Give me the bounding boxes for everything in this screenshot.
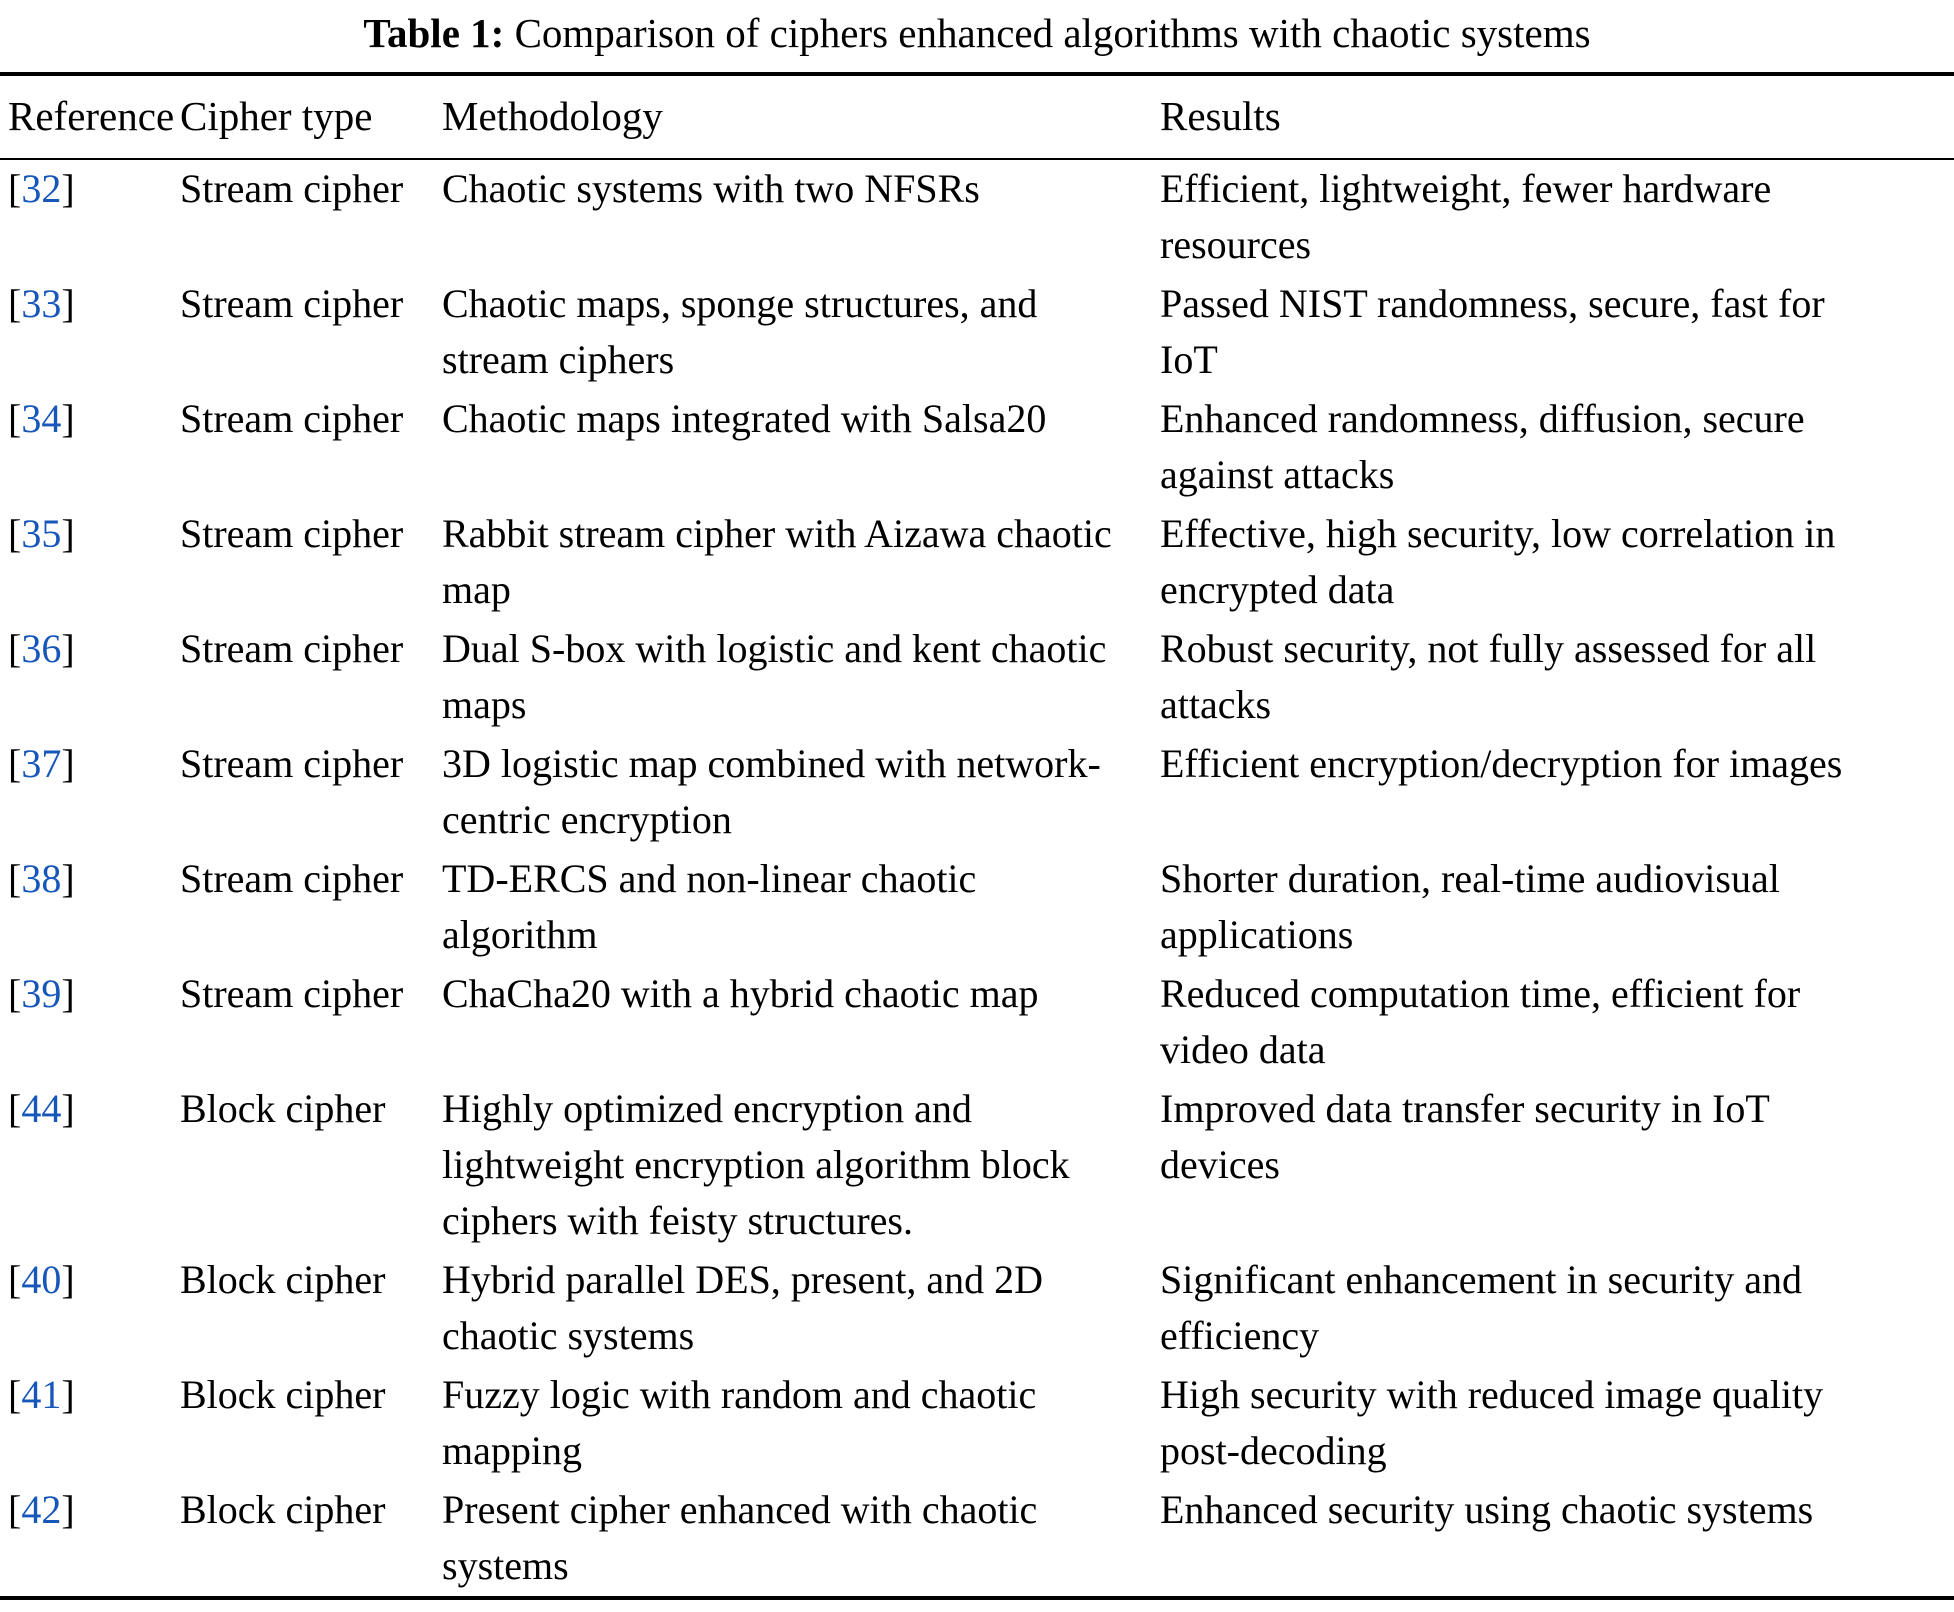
cell-reference <box>0 506 178 562</box>
cell-methodology: Highly optimized encryption and lightweight encryption algorithm block ciphers with feisty structures. <box>442 1086 1070 1243</box>
cell-results: Improved data transfer security in IoT devices <box>1160 1086 1770 1187</box>
table-row <box>0 1366 1954 1481</box>
cell-results: Efficient, lightweight, fewer hardware resources <box>1160 166 1772 267</box>
bracket-open: [ <box>8 1086 22 1131</box>
table-row <box>0 1251 1954 1366</box>
citation-link[interactable]: 32 <box>21 166 62 211</box>
citation-link[interactable]: 41 <box>21 1372 62 1417</box>
header-cell-methodology: Methodology <box>442 93 663 139</box>
cell-methodology: Rabbit stream cipher with Aizawa chaotic map <box>442 511 1112 612</box>
cell-results: Shorter duration, real-time audiovisual applications <box>1160 856 1780 957</box>
cell-reference <box>0 736 178 792</box>
bracket-close: ] <box>61 856 75 901</box>
header-cell-cipher-type: Cipher type <box>180 93 373 139</box>
cell-reference <box>0 1482 178 1538</box>
cell-methodology: Chaotic systems with two NFSRs <box>442 166 980 211</box>
cell-reference <box>0 1252 178 1308</box>
table-row <box>0 735 1954 850</box>
cell-results: Reduced computation time, efficient for video data <box>1160 971 1801 1072</box>
citation-link[interactable]: 37 <box>21 741 62 786</box>
cell-methodology: Hybrid parallel DES, present, and 2D chaotic systems <box>442 1257 1043 1358</box>
cell-methodology: Chaotic maps, sponge structures, and stream ciphers <box>442 281 1038 382</box>
cell-cipher-type: Stream cipher <box>180 856 404 901</box>
citation-link[interactable]: 36 <box>21 626 62 671</box>
cell-cipher-type: Stream cipher <box>180 281 404 326</box>
cell-reference <box>0 851 178 907</box>
citation-link[interactable]: 44 <box>21 1086 62 1131</box>
bracket-close: ] <box>61 1257 75 1302</box>
bracket-open: [ <box>8 1372 22 1417</box>
table-row <box>0 620 1954 735</box>
table-row <box>0 1481 1954 1596</box>
header-cell-results: Results <box>1160 93 1281 139</box>
cell-cipher-type: Block cipher <box>180 1257 386 1302</box>
bracket-close: ] <box>61 281 75 326</box>
cell-cipher-type: Stream cipher <box>180 741 404 786</box>
cell-results: Enhanced randomness, diffusion, secure against attacks <box>1160 396 1805 497</box>
table-row <box>0 275 1954 390</box>
cell-reference <box>0 1367 178 1423</box>
caption-label: Table 1: <box>363 10 505 56</box>
cell-cipher-type: Stream cipher <box>180 396 404 441</box>
cell-results: Passed NIST randomness, secure, fast for IoT <box>1160 281 1825 382</box>
bracket-open: [ <box>8 166 22 211</box>
table-row <box>0 390 1954 505</box>
bracket-open: [ <box>8 626 22 671</box>
table-row <box>0 965 1954 1080</box>
cell-methodology: Fuzzy logic with random and chaotic mapping <box>442 1372 1037 1473</box>
citation-link[interactable]: 35 <box>21 511 62 556</box>
cell-results: Enhanced security using chaotic systems <box>1160 1487 1814 1532</box>
citation-link[interactable]: 40 <box>21 1257 62 1302</box>
bracket-close: ] <box>61 626 75 671</box>
bracket-open: [ <box>8 1487 22 1532</box>
paper-table <box>0 8 1954 1600</box>
bracket-close: ] <box>61 1487 75 1532</box>
cell-reference <box>0 276 178 332</box>
bracket-open: [ <box>8 971 22 1016</box>
bracket-close: ] <box>61 741 75 786</box>
citation-link[interactable]: 38 <box>21 856 62 901</box>
bracket-open: [ <box>8 741 22 786</box>
cell-methodology: Present cipher enhanced with chaotic systems <box>442 1487 1038 1588</box>
table-header <box>0 76 1954 158</box>
header-cell-reference: Reference <box>8 93 175 139</box>
bracket-open: [ <box>8 396 22 441</box>
cell-methodology: Chaotic maps integrated with Salsa20 <box>442 396 1047 441</box>
cell-cipher-type: Stream cipher <box>180 971 404 1016</box>
bracket-close: ] <box>61 511 75 556</box>
cell-methodology: 3D logistic map combined with network-centric encryption <box>442 741 1101 842</box>
cell-cipher-type: Stream cipher <box>180 511 404 556</box>
cell-cipher-type: Stream cipher <box>180 166 404 211</box>
cell-reference <box>0 966 178 1022</box>
table-row <box>0 160 1954 275</box>
bracket-close: ] <box>61 1372 75 1417</box>
bracket-close: ] <box>61 396 75 441</box>
table-body <box>0 160 1954 1596</box>
cell-cipher-type: Block cipher <box>180 1086 386 1131</box>
cell-methodology: Dual S-box with logistic and kent chaotic maps <box>442 626 1107 727</box>
cell-cipher-type: Stream cipher <box>180 626 404 671</box>
cell-reference <box>0 161 178 217</box>
cell-methodology: TD-ERCS and non-linear chaotic algorithm <box>442 856 977 957</box>
table-row <box>0 505 1954 620</box>
bottom-rule <box>0 1596 1954 1600</box>
cell-results: Robust security, not fully assessed for all attacks <box>1160 626 1817 727</box>
cell-cipher-type: Block cipher <box>180 1487 386 1532</box>
cell-reference <box>0 621 178 677</box>
caption-text: Comparison of ciphers enhanced algorithms with chaotic systems <box>514 10 1591 56</box>
table-row <box>0 1080 1954 1251</box>
cell-methodology: ChaCha20 with a hybrid chaotic map <box>442 971 1039 1016</box>
bracket-open: [ <box>8 511 22 556</box>
cell-results: Effective, high security, low correlation in encrypted data <box>1160 511 1836 612</box>
cell-reference <box>0 1081 178 1137</box>
citation-link[interactable]: 33 <box>21 281 62 326</box>
bracket-close: ] <box>61 1086 75 1131</box>
cell-results: High security with reduced image quality post-decoding <box>1160 1372 1824 1473</box>
citation-link[interactable]: 39 <box>21 971 62 1016</box>
bracket-close: ] <box>61 166 75 211</box>
table-row <box>0 850 1954 965</box>
cell-results: Significant enhancement in security and efficiency <box>1160 1257 1803 1358</box>
citation-link[interactable]: 34 <box>21 396 62 441</box>
bracket-close: ] <box>61 971 75 1016</box>
cell-reference <box>0 391 178 447</box>
cell-cipher-type: Block cipher <box>180 1372 386 1417</box>
citation-link[interactable]: 42 <box>21 1487 62 1532</box>
bracket-open: [ <box>8 1257 22 1302</box>
cell-results: Efficient encryption/decryption for images <box>1160 741 1843 786</box>
bracket-open: [ <box>8 281 22 326</box>
table-caption <box>0 8 1954 58</box>
bracket-open: [ <box>8 856 22 901</box>
